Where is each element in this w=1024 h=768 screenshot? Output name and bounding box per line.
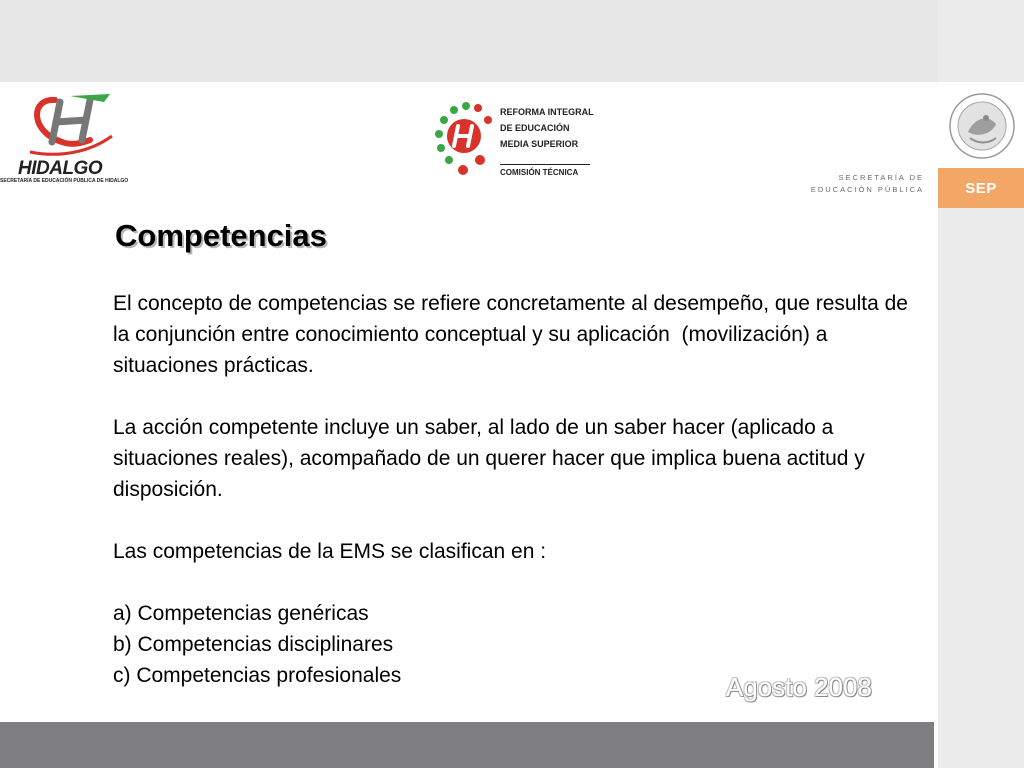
sep-text-line-1: SECRETARÍA DE (838, 173, 924, 182)
list-item-professional: c) Competencias profesionales (113, 664, 402, 687)
hidalgo-name: HIDALGO (18, 158, 103, 179)
list-item-disciplinary: b) Competencias disciplinares (113, 633, 394, 656)
slide-date: Agosto 2008 (726, 672, 873, 702)
riems-logo (432, 98, 496, 182)
sep-badge: SEP (938, 168, 1024, 208)
riems-commission: COMISIÓN TÉCNICA (500, 168, 579, 177)
sep-text (800, 172, 924, 196)
paragraph-concept: El concepto de competencias se refiere concretamente al desempeño, que resulta de la conjunción entre conocimiento conceptual y su aplicación (movilización) a situaciones prácticas. (113, 292, 914, 377)
riems-line-2: DE EDUCACIÓN (500, 123, 570, 133)
slide-body (113, 288, 913, 691)
riems-line-3: MEDIA SUPERIOR (500, 139, 579, 149)
mexico-seal-icon (948, 92, 1016, 160)
slide-title: Competencias (115, 218, 327, 253)
paragraph-competent-action: La acción competente incluye un saber, al lado de un saber hacer (aplicado a situaciones reales), acompañado de un querer hacer que implica buena actitud y disposición. (113, 416, 871, 501)
riems-divider (500, 164, 590, 165)
sep-text-line-2: EDUCACIÓN PÚBLICA (810, 185, 924, 194)
hidalgo-logo-h (52, 100, 90, 142)
top-band (0, 0, 938, 82)
hidalgo-subtitle: SECRETARÍA DE EDUCACIÓN PÚBLICA DE HIDALGO (0, 178, 129, 184)
paragraph-classification: Las competencias de la EMS se clasifican en : (113, 540, 547, 563)
list-item-generic: a) Competencias genéricas (113, 602, 369, 625)
bottom-band (0, 722, 934, 768)
riems-line-1: REFORMA INTEGRAL (500, 107, 594, 117)
riems-title (500, 104, 594, 152)
